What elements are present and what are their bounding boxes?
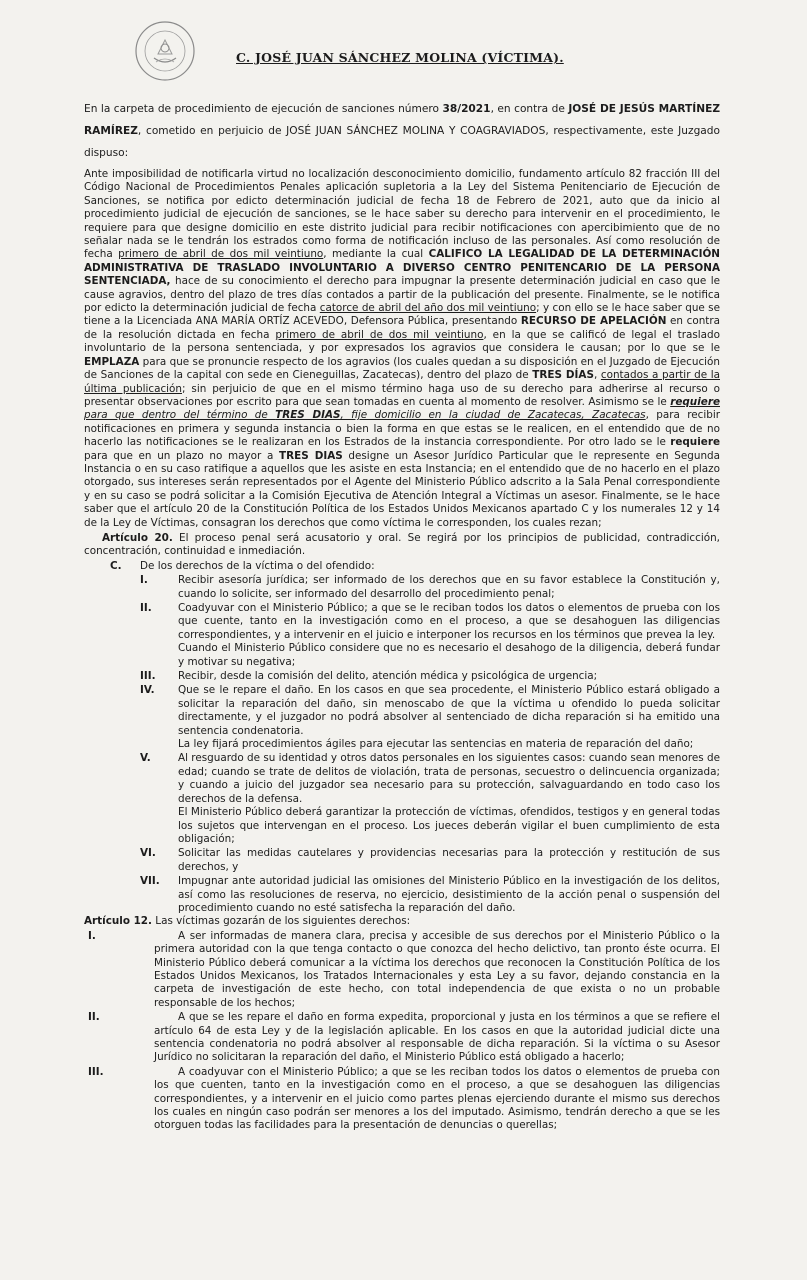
- article-20-item: VII. Impugnar ante autoridad judicial las omisiones del Ministerio Público en la investigación de los delitos, así como las resoluciones de reserva, no ejercicio, desistimiento de la acción penal o suspensión del procedimiento cuando no esté satisfecha la reparación del daño.: [140, 875, 720, 914]
- article-12-item: III. A coadyuvar con el Ministerio Público; a que se les reciban todos los datos o elementos de prueba con los que cuenten, tanto en la investigación como en el proceso, a que se desahoguen las diligencias correspondientes, y a intervenir en el juicio como partes plenas ejerciendo durante el mismo sus derechos los cuales en ningún caso podrán ser menores a los del imputado. Asimismo, tendrán derecho a que se les otorguen todas las facilidades para la presentación de denuncias o querellas;: [88, 1065, 720, 1132]
- document-body: [84, 98, 720, 1133]
- case-number: 38/2021: [442, 103, 491, 115]
- article-20-item: I. Recibir asesoría jurídica; ser informado de los derechos que en su favor establece la Constitución y, cuando lo solicite, ser informado del desarrollo del procedimiento penal;: [140, 574, 720, 600]
- article-20-heading: Artículo 20. El proceso penal será acusatorio y oral. Se regirá por los principios de publicidad, contradicción, concentración, continuidad e inmediación.: [84, 531, 720, 558]
- article-12-item: I. A ser informadas de manera clara, precisa y accesible de sus derechos por el Ministerio Público o la primera autoridad con la que tenga contacto o que conozca del hecho delictivo, tan pronto éste ocurra. El Ministerio Público deberá comunicar a la víctima los derechos que reconocen la Constitución Política de los Estados Unidos Mexicanos, los Tratados Internacionales y esta Ley a su favor, dejando constancia en la carpeta de investigación de este hecho, con total independencia de que exista o no un probable responsable de los hechos;: [88, 929, 720, 1009]
- article-12-heading: Artículo 12. Las víctimas gozarán de los siguientes derechos:: [84, 915, 411, 928]
- article-20-item: IV. Que se le repare el daño. En los casos en que sea procedente, el Ministerio Público estará obligado a solicitar la reparación del daño, sin menoscabo de que la víctima u ofendido lo pueda solicitar directamente, y el juzgador no podrá absolver al sentenciado de dicha reparación si ha emitido una sentencia condenatoria. La ley fijará procedimientos ágiles para ejecutar las sentencias en materia de reparación del daño;: [140, 684, 720, 751]
- article-20-item: V. Al resguardo de su identidad y otros datos personales en los siguientes casos: cuando sean menores de edad; cuando se trate de delitos de violación, trata de personas, secuestro o delincuencia organizada; y cuando a juicio del juzgador sea necesario para su protección, salvaguardando en todo caso los derechos de la defensa. El Ministerio Público deberá garantizar la protección de víctimas, ofendidos, testigos y en general todas los sujetos que intervengan en el proceso. Los jueces deberán vigilar el buen cumplimiento de esta obligación;: [140, 752, 721, 845]
- resolution-paragraph: Ante imposibilidad de notificarla virtud no localización desconocimiento domicilio, fundamento artículo 82 fracción III del Código Nacional de Procedimientos Penales aplicación supletoria a la Ley del Sistema Penitenciario de Ejecución de Sanciones, se notifica por edicto determinación judicial de fecha 18 de Febrero de 2021, auto que da inicio al procedimiento judicial de ejecución de sanciones, se le hace saber su derecho para intervenir en el procedimiento, le requiere para que designe domicilio en este distrito judicial para recibir notificaciones con apercibimiento que de no señalar nada se le tendrán los estrados como forma de notificación incluso de las personales. Así como resolución de fecha primero de abril de dos mil veintiuno, mediante la cual CALIFICO LA LEGALIDAD DE LA DETERMINACIÓN ADMINISTRATIVA DE TRASLADO INVOLUNTARIO A DIVERSO CENTRO PENITENCARIO DE LA PERSONA SENTENCIADA, hace de su conocimiento el derecho para impugnar la presente determinación judicial en caso que le cause agravios, dentro del plazo de tres días contados a partir de la publicación del presente. Finalmente, se le notifica por edicto la determinación judicial de fecha catorce de abril del año dos mil veintiuno; y con ello se le hace saber que se tiene a la Licenciada ANA MARÍA ORTÍZ ACEVEDO, Defensora Pública, presentando RECURSO DE APELACIÓN en contra de la resolución dictada en fecha primero de abril de dos mil veintiuno, en la que se calificó de legal el traslado involuntario de la persona sentenciada, y por expresados los agravios que considera le causan; por lo que se le EMPLAZA para que se pronuncie respecto de los agravios (los cuales quedan a su disposición en el Juzgado de Ejecución de Sanciones de la capital con sede en Cieneguillas, Zacatecas), dentro del plazo de TRES DÍAS, contados a partir de la última publicación; sin perjuicio de que en el mismo término haga uso de su derecho para adherirse al recurso o presentar observaciones por escrito para que sean tomadas en cuenta al momento de resolver. Asimismo se le requiere para que dentro del término de TRES DIAS, fije domicilio en la ciudad de Zacatecas, Zacatecas, para recibir notificaciones en primera y segunda instancia o bien la forma en que estas se le realicen, en el entendido que de no hacerlo las notificaciones se le realizaran en los Estrados de la instancia correspondiente. Por otro lado se le requiere para que en un plazo no mayor a TRES DIAS designe un Asesor Jurídico Particular que le represente en Segunda Instancia o en su caso ratifique a aquellos que les asiste en esta Instancia; en el entendido que de no hacerlo en el plazo otorgado, sus intereses serán representados por el Agente del Ministerio Público adscrito a la Sala Penal correspondiente y en su caso se podrá solicitar a la Comisión Ejecutiva de Atención Integral a Víctimas un asesor. Finalmente, se le hace saber que el artículo 20 de la Constitución Política de los Estados Unidos Mexicanos apartado C y los numerales 12 y 14 de la Ley de Víctimas, consagran los derechos que como víctima le corresponden, los cuales rezan;: [84, 168, 721, 529]
- article-20-item: VI. Solicitar las medidas cautelares y providencias necesarias para la protección y restitución de sus derechos, y: [140, 847, 720, 873]
- accused-name: JOSÉ DE JESÚS MARTÍNEZ RAMÍREZ: [84, 103, 720, 137]
- article-20-item: II. Coadyuvar con el Ministerio Público; a que se le reciban todos los datos o elementos de prueba con los que cuente, tanto en la investigación como en el proceso, a que se desahoguen las diligencias correspondientes, y a intervenir en el juicio e interponer los recursos en los términos que prevea la ley. Cuando el Ministerio Público considere que no es necesario el desahogo de la diligencia, deberá fundar y motivar su negativa;: [140, 602, 720, 668]
- article-20-section-c: C. De los derechos de la víctima o del ofendido:: [110, 559, 375, 572]
- header-title: C. JOSÉ JUAN SÁNCHEZ MOLINA (VÍCTIMA).: [236, 50, 564, 65]
- court-seal-icon: [134, 20, 196, 82]
- intro-paragraph: En la carpeta de procedimiento de ejecución de sanciones número 38/2021, en contra de JOSÉ DE JESÚS MARTÍNEZ RAMÍREZ, cometido en perjuicio de JOSÉ JUAN SÁNCHEZ MOLINA Y COAGRAVIADOS, respectivamente, este Juzgado dispuso:: [84, 103, 720, 159]
- article-20-item: III. Recibir, desde la comisión del delito, atención médica y psicológica de urgencia;: [140, 670, 598, 683]
- article-12-item: II. A que se les repare el daño en forma expedita, proporcional y justa en los términos a que se refiere el artículo 64 de esta Ley y de la legislación aplicable. En los casos en que la autoridad judicial dicte una sentencia condenatoria no podrá absolver al responsable de dicha reparación. Si la víctima o su Asesor Jurídico no solicitaran la reparación del daño, el Ministerio Público está obligado a hacerlo;: [88, 1011, 720, 1064]
